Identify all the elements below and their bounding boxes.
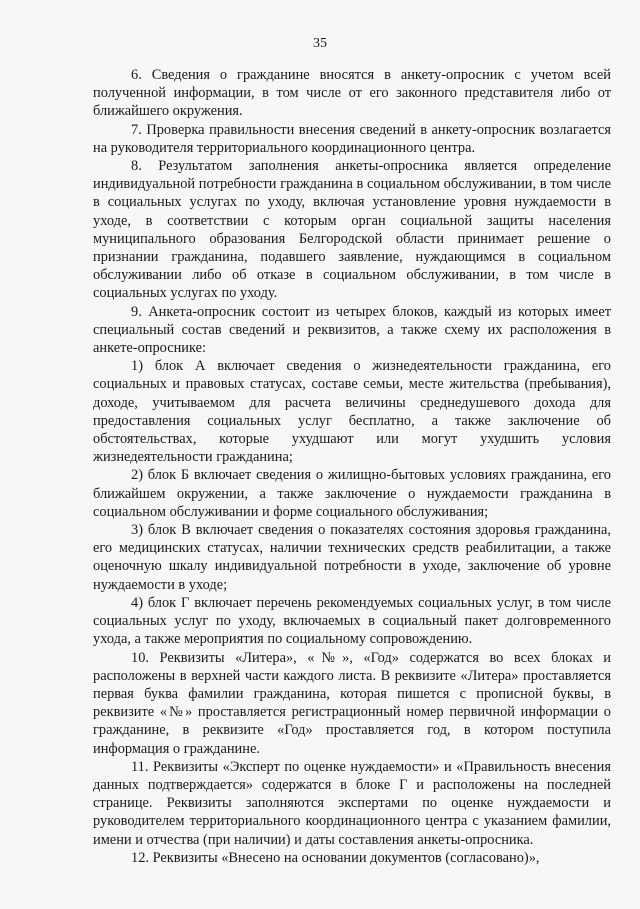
list-item-block-g: 4) блок Г включает перечень рекомендуемых социальных услуг, в том числе социальных услуг по уходу, включаемых в социальный пакет долговременного ухода, а также мероприятия по социальному сопровождению. [93,594,611,648]
paragraph-12: 12. Реквизиты «Внесено на основании документов (согласовано)», [131,849,540,866]
paragraph-10: 10. Реквизиты «Литера», «№», «Год» содержатся во всех блоках и расположены в верхней части каждого листа. В реквизите «Литера» проставляется первая буква фамилии гражданина, которая пишется с прописной буквы, в реквизите «№» проставляется регистрационный номер первичной информации о гражданине, в реквизите «Год» проставляется год, в котором поступила информация о гражданине. [93,649,611,757]
list-item-block-b: 2) блок Б включает сведения о жилищно-бытовых условиях гражданина, его ближайшем окружении, а также заключение о нуждаемости гражданина в социальном обслуживании и форме социального обслуживания; [93,467,611,520]
paragraph-6: 6. Сведения о гражданине вносятся в анкету-опросник с учетом всей полученной информации, в том числе от его законного представителя либо от ближайшего окружения. [93,67,611,120]
paragraph-8: 8. Результатом заполнения анкеты-опросника является определение индивидуальной потребности гражданина в социальном обслуживании, в том числе в социальных услугах по уходу, включая установление уровня нуждаемости в уходе, в соответствии с которым орган социальной защиты населения муниципального образования Белгородской области принимает решение о признании гражданина, подавшего заявление, нуждающимся в социальном обслуживании либо об отказе в социальном обслуживании, в том числе в социальных услугах по уходу. [93,158,611,302]
page-number: 35 [313,36,327,51]
list-item-block-a: 1) блок А включает сведения о жизнедеятельности гражданина, его социальных и правовых статусах, составе семьи, месте жительства (пребывания), доходе, учитываемом для расчета величины среднедушевого дохода для предоставления социальных услуг бесплатно, а также заключение об обстоятельствах, которые ухудшают или могут ухудшить условия жизнедеятельности гражданина; [93,358,611,466]
document-body [93,66,611,867]
paragraph-9: 9. Анкета-опросник состоит из четырех блоков, каждый из которых имеет специальный состав сведений и реквизитов, а также схему их расположения в анкете-опроснике: [93,303,611,357]
paragraph-11: 11. Реквизиты «Эксперт по оценке нуждаемости» и «Правильность внесения данных подтверждается» содержатся в блоке Г и расположены на последней странице. Реквизиты заполняются экспертами по оценке нуждаемости и руководителем территориального координационного центра с указанием фамилии, имени и отчества (при наличии) и даты составления анкеты-опросника. [93,758,611,848]
list-item-block-v: 3) блок В включает сведения о показателях состояния здоровья гражданина, его медицинских статусах, наличии технических средств реабилитации, а также оценочную шкалу индивидуальной потребности в уходе, заключение об уровне нуждаемости в уходе; [93,522,611,593]
paragraph-7: 7. Проверка правильности внесения сведений в анкету-опросник возлагается на руководителя территориального координационного центра. [93,121,611,156]
